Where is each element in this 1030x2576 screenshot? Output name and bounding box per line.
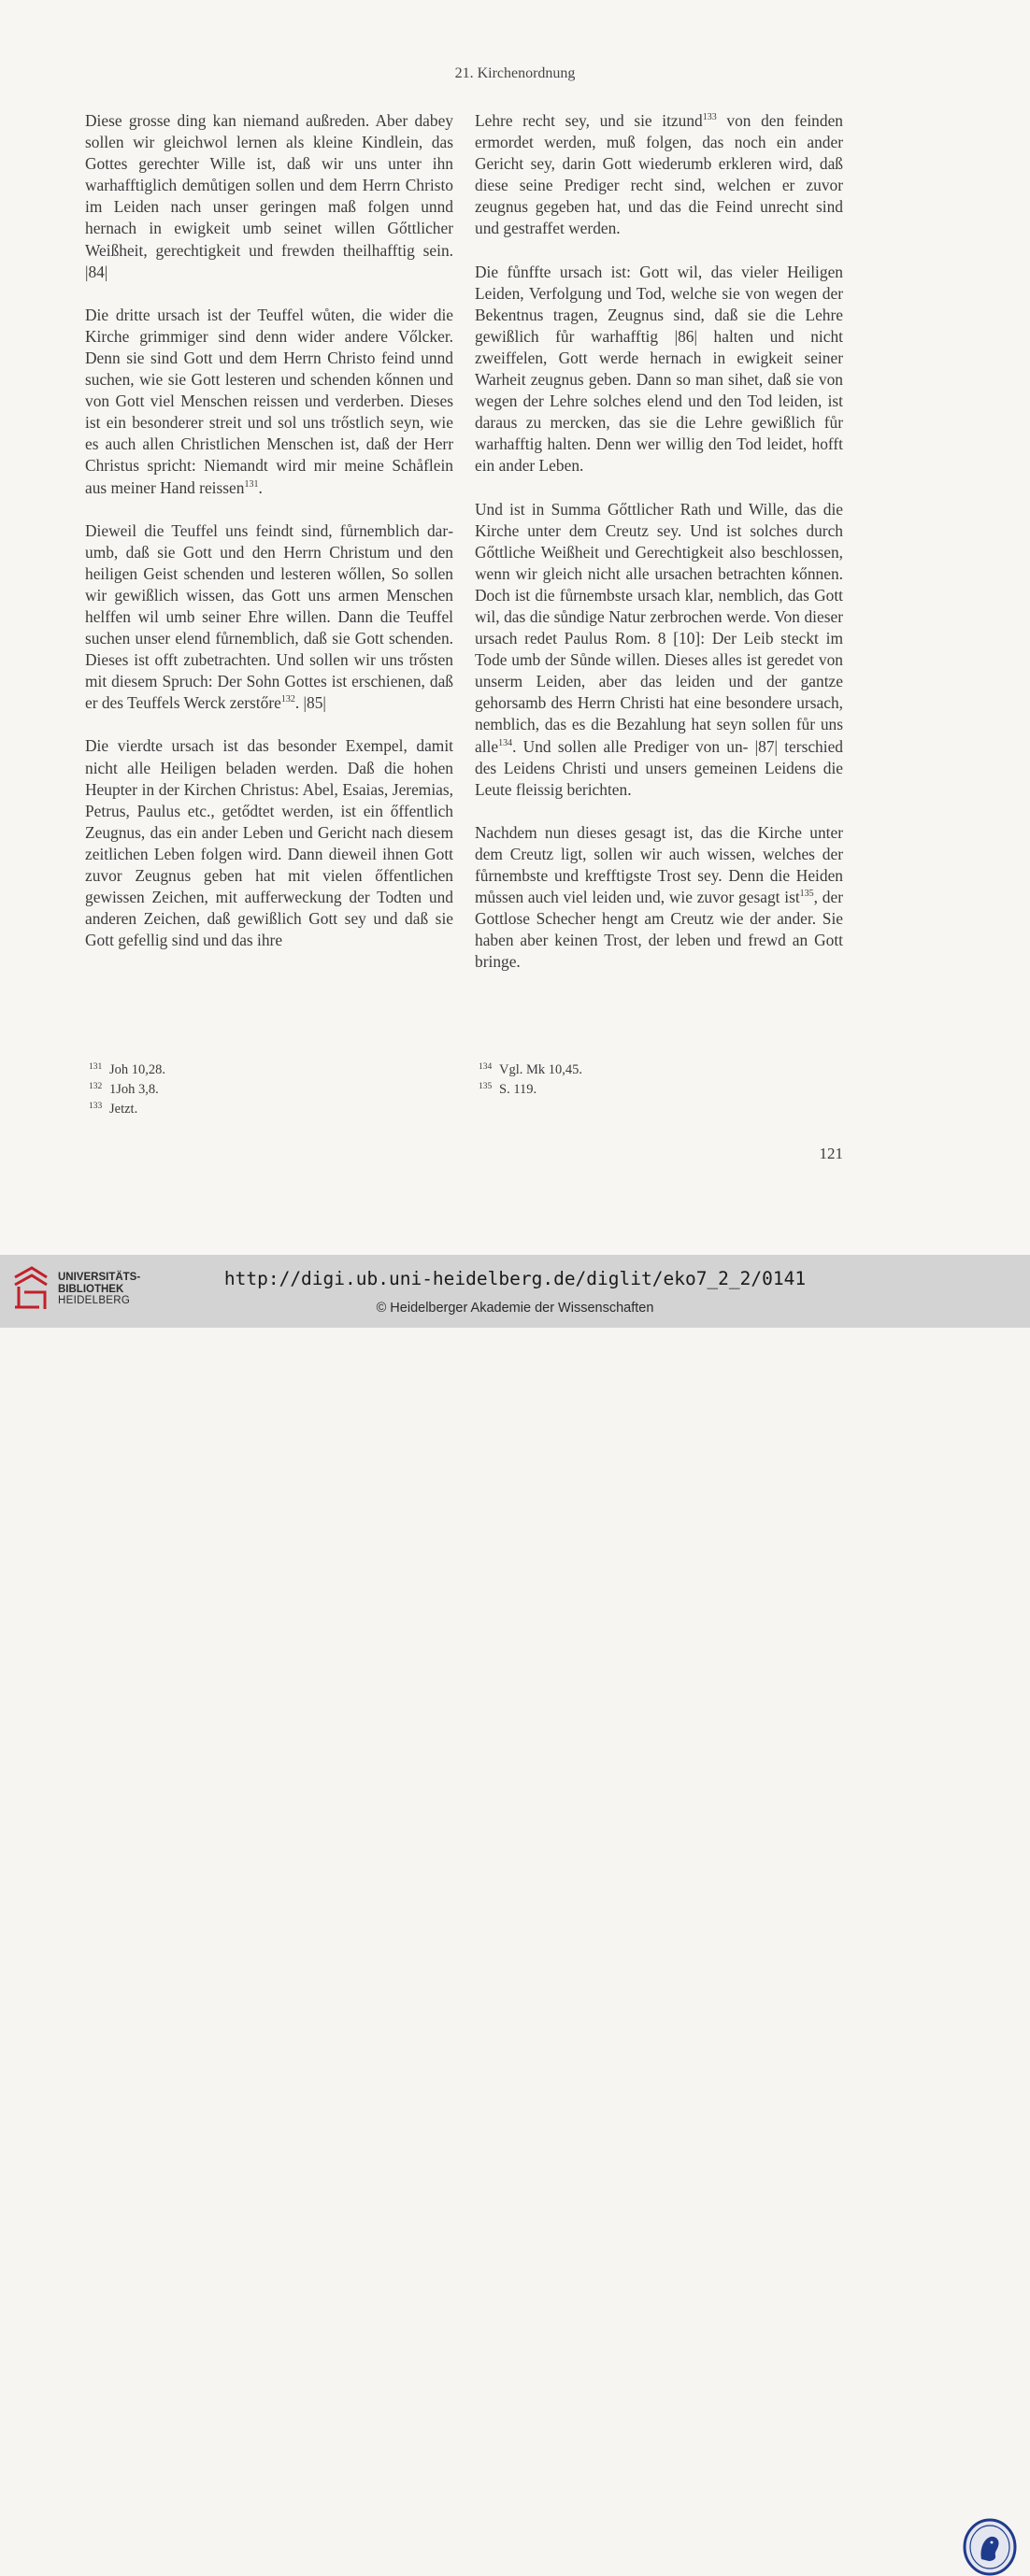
text-run: Die vierdte ursach ist das besonder Exempel, damit nicht alle Heiligen beladen werden. Daß die hohen Heupter in der Kirchen Christus: Abel, Esaias, Jeremias, Petrus, Paulus etc., getődtet werden, ist ein őffentlich Zeugnus, das ein ander Leben und Gericht nach diesem zeitlichen Leben folgen wird. Dann dieweil ihnen Gott zuvor Zeugnus geben hat mit vielen őffentlichen gewissen Zeichen, mit aufferweckung der Todten und anderen Zeichen, daß gewißlich Gott sey und daß sie Gott gefellig sind und das ihre [85, 736, 453, 950]
paragraph [475, 499, 843, 801]
document-page [0, 0, 1030, 1255]
footnote: 134 Vgl. Mk 10,45. [479, 1062, 583, 1077]
footnote: 132 1Joh 3,8. [89, 1082, 159, 1097]
text-run: . Und sollen alle Prediger von un- |87| terschied des Leidens Christi und unsers gemeinen Leidens die Leute fleissig berichten. [475, 736, 843, 799]
text-run: Die dritte ursach ist der Teuffel wůten, die wider die Kirche grimmiger sind denn wider andere Vőlcker. Denn sie sind Gott und dem Herrn Christo feind unnd suchen, wie sie Gott lesteren und schenden kőnnen und von Gott viel Menschen reissen und verderben. Dieses ist ein besonderer streit und sol uns trőstlich seyn, wie es auch allen Christlichen Menschen ist, daß der Herr Christus spricht: Niemandt wird mir meine Schåflein aus meiner Hand reissen [85, 305, 453, 497]
text-run: Dieweil die Teuffel uns feindt sind, fůrnemblich darumb, daß sie Gott und den Herrn Christum und den heiligen Geist schenden und lesteren wőllen, So sollen wir gewißlich wissen, das Gott uns armen Menschen helffen wil umb seiner Ehre willen. Dann die Teuffel suchen unser elend fůrnemblich, daß sie Gott schenden. Dieses ist offt zubetrachten. Und sollen wir uns trősten mit diesem Spruch: Der Sohn Gottes ist erschienen, daß er des Teuffels Werck zerstőre [85, 520, 453, 713]
paragraph [85, 305, 453, 499]
footnotes-right [479, 1059, 759, 1098]
paragraph [85, 735, 453, 951]
right-column [475, 110, 843, 973]
text-run: . |85| [294, 693, 326, 713]
text-run: von den feinden ermordet werden, muß folgen, das noch ein ander Gericht sey, darin Gott wiederumb erkleren wird, daß diese seine Prediger recht sind, welchen er zuvor zeugnus gegeben hat, und das die Feind unrecht sind und gestraffet werden. [475, 111, 843, 238]
footer-bar [0, 1255, 1030, 1328]
paragraph [475, 822, 843, 974]
footer-copyright: © Heidelberger Akademie der Wissenschaften [376, 1301, 654, 1316]
text-run: Die fůnffte ursach ist: Gott wil, das vieler Heiligen Leiden, Verfolgung und Tod, welche sie von wegen der Bekentnus tragen, Zeugnus sind, daß sie die Lehre gewißlich fůr warhafftig |86| halten und nicht zweiffelen, Gott werde hernach in ewigkeit seiner Warheit zeugnus geben. Dann so man sihet, daß sie von wegen der Lehre solches elend und den Tod leiden, ist daraus zu mercken, das sie die Lehre gewißlich fůr warhafftig halten. Denn wer willig den Tod leidet, hofft ein ander Leben. [475, 262, 843, 476]
footnote: 131 Joh 10,28. [89, 1062, 166, 1077]
text-run: Nachdem nun dieses gesagt ist, das die Kirche unter dem Creutz ligt, sollen wir auch wissen, welches der fůrnembste und krefftigste Trost sey. Denn die Heiden můssen auch viel leiden und, wie zuvor gesagt ist [475, 822, 843, 907]
text-run: Und ist in Summa Gőttlicher Rath und Wille, das die Kirche unter dem Creutz sey. Und ist solches durch Gőttliche Weißheit und Gerechtigkeit also beschlossen, wenn wir gleich nicht alle ursachen betrachten kőnnen. Doch ist die fůrnembste ursach klar, nemblich, das Gott wil, das die sůndige Natur zerbrochen werde. Von dieser ursach redet Paulus Rom. 8 [10]: Der Leib steckt im Tode umb der Sůnde willen. Dieses alles ist geredet von unserm Leiden, aber das leiden und der gantze gehorsamb des Herrn Christi hat eine besondere ursach, nemblich, das es die Bezahlung hat seyn sollen fůr uns alle [475, 499, 843, 756]
footnote-marker[interactable]: 131 [244, 478, 259, 490]
footer-url-link[interactable]: http://digi.ub.uni-heidelberg.de/diglit/eko7_2_2/0141 [223, 1268, 807, 1289]
academy-seal-icon [963, 2518, 1017, 2576]
paragraph [475, 110, 843, 240]
text-run: , der Gottlose Schecher hengt am Creutz wie der ander. Sie haben aber keinen Trost, der leben und frewd an Gott bringe. [475, 888, 843, 972]
text-run: . [258, 477, 263, 497]
footnote-marker[interactable]: 135 [799, 889, 814, 900]
footnote-marker[interactable]: 134 [498, 737, 513, 748]
text-run: Lehre recht sey, und sie itzund [475, 111, 703, 130]
footnote-marker[interactable]: 133 [702, 112, 717, 122]
paragraph [475, 262, 843, 477]
text-run: Diese grosse ding kan niemand außreden. Aber dabey sollen wir gleichwol lernen als kleine Kindlein, das Gottes gerechter Wille ist, daß wir uns unter ihn warhafftiglich demůtigen sollen und dem Herrn Christo im Leiden nach unser geringen maß folgen unnd hernach in ewigkeit umb seinet willen Gőttlicher Weißheit, gerechtigkeit und frewden theilhafftig sein. |84| [85, 111, 453, 281]
page-number: 121 [819, 1145, 843, 1162]
left-column [85, 110, 453, 951]
footnote-marker[interactable]: 132 [280, 694, 295, 705]
footnote: 135 S. 119. [479, 1082, 537, 1097]
running-head: 21. Kirchenordnung [454, 65, 576, 81]
paragraph [85, 520, 453, 715]
library-name: UNIVERSITÄTS- BIBLIOTHEK HEIDELBERG [58, 1272, 141, 1306]
paragraph [85, 110, 453, 283]
footnotes-left [89, 1059, 369, 1117]
footnote: 133 Jetzt. [89, 1102, 138, 1117]
